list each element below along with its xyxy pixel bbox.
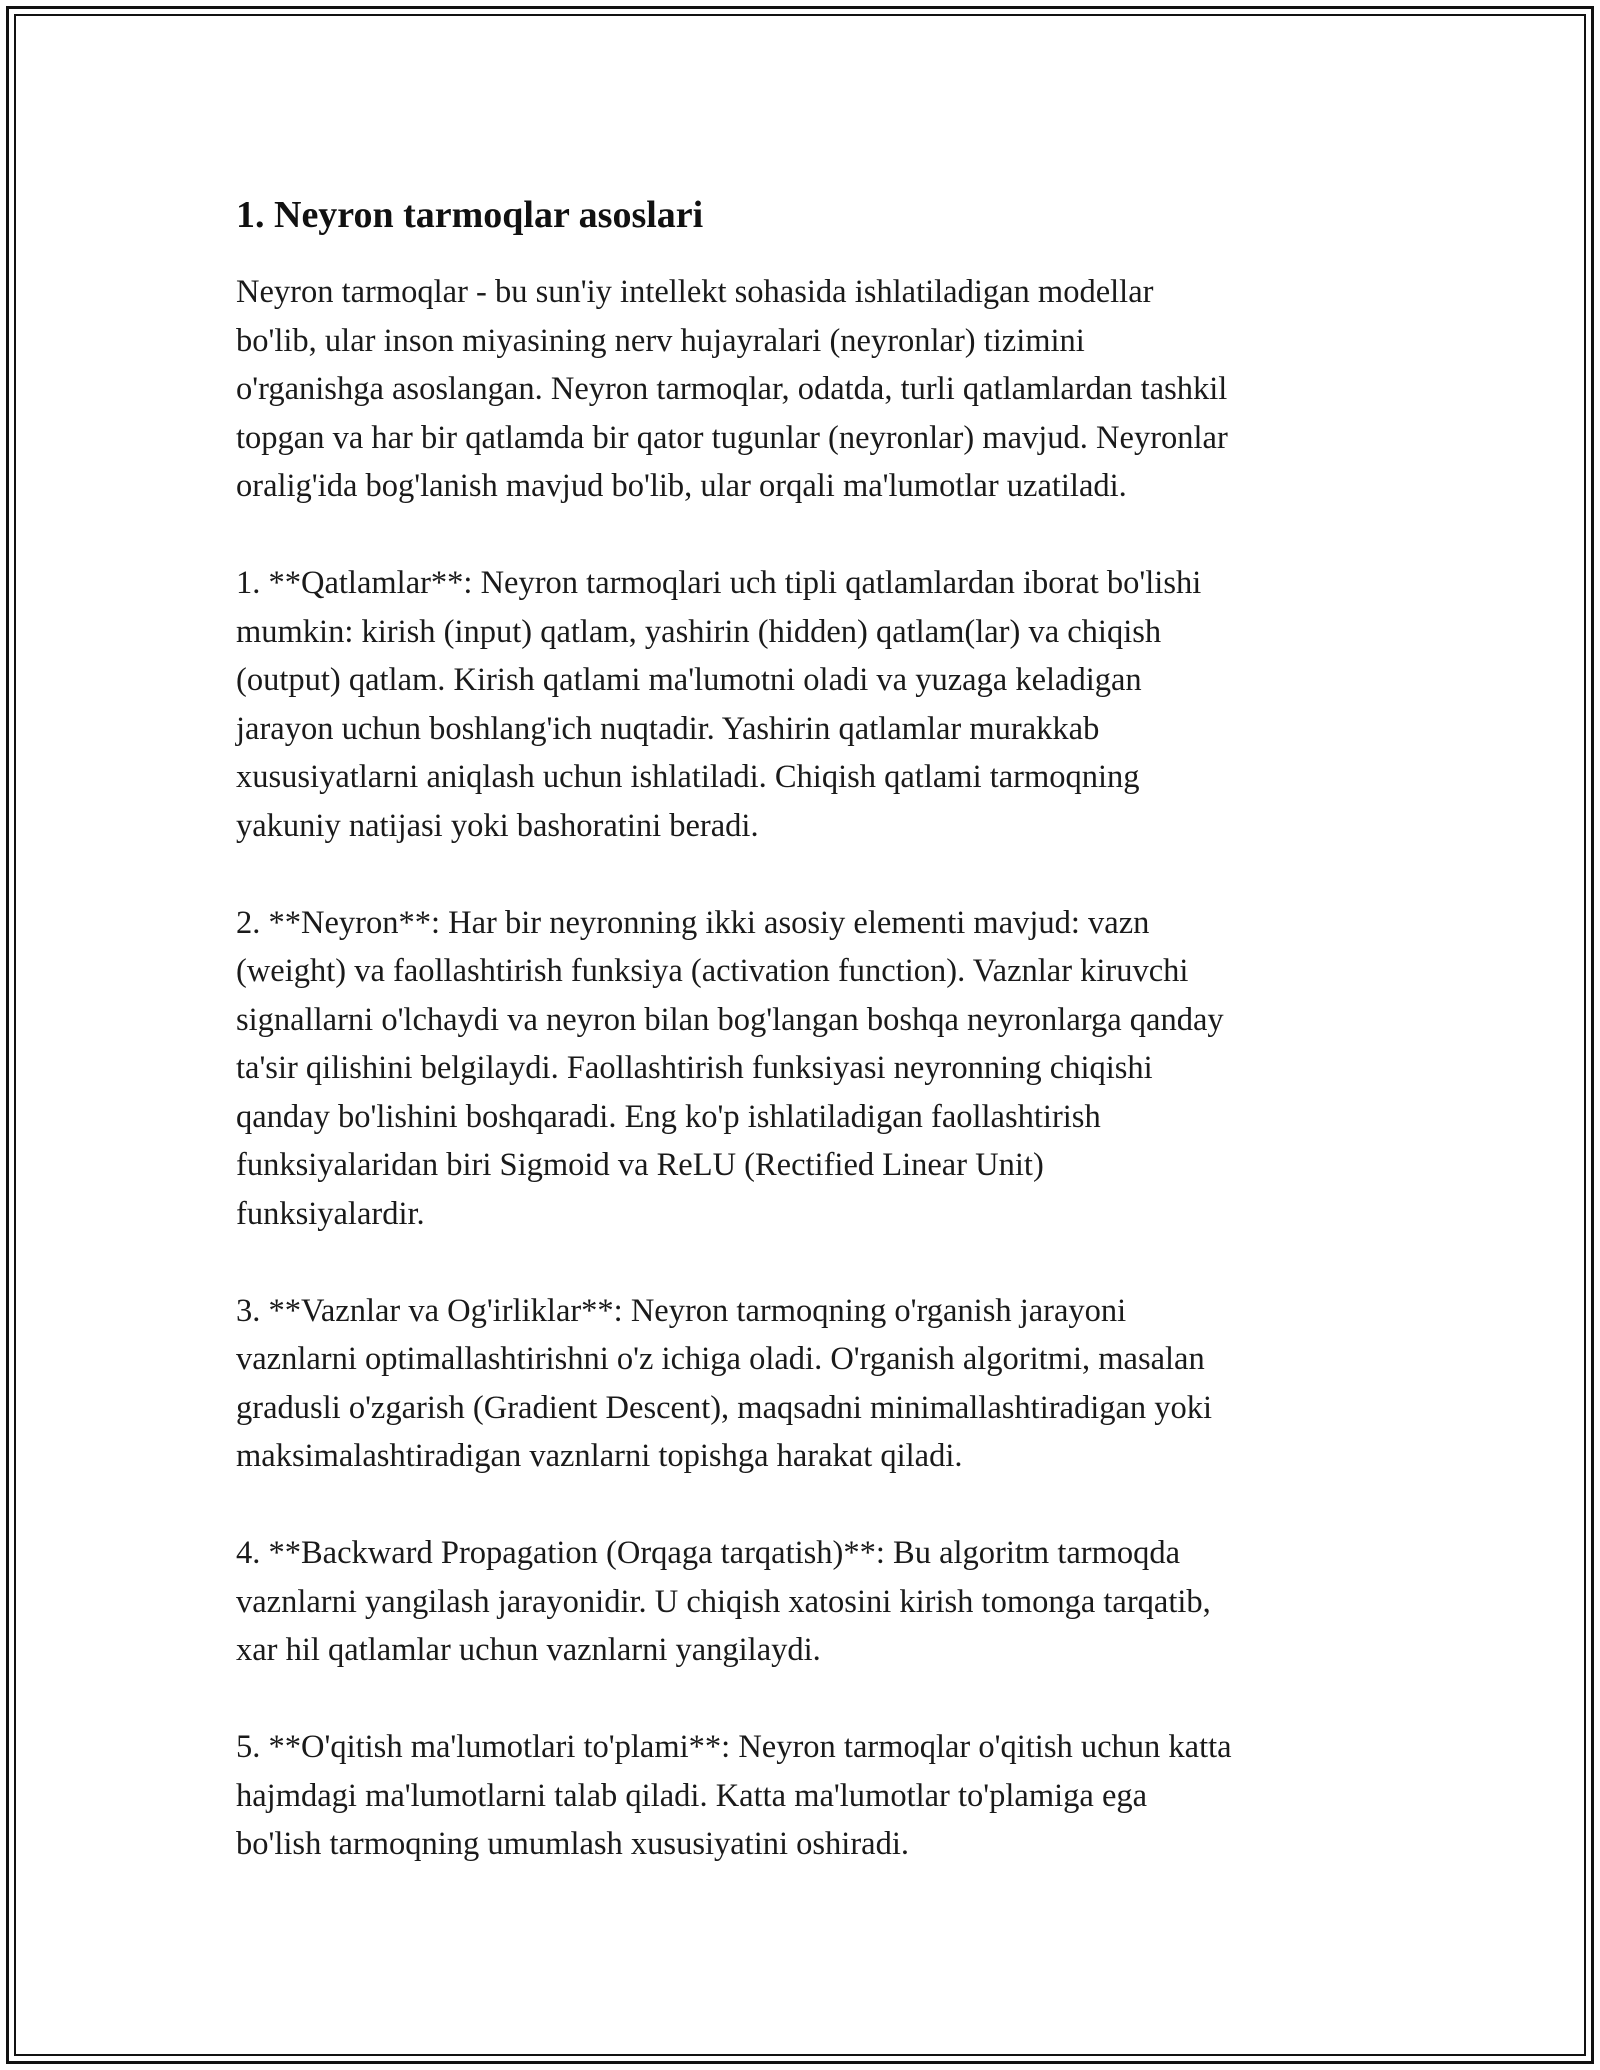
paragraph [236, 899, 1376, 1239]
text-line: 2. **Neyron**: Har bir neyronning ikki asosiy elementi mavjud: vazn [236, 904, 1150, 941]
paragraph-list [236, 268, 1376, 1869]
text-line: vaznlarni optimallashtirishni o'z ichiga oladi. O'rganish algoritmi, masalan [236, 1341, 1205, 1377]
text-line: jarayon uchun boshlang'ich nuqtadir. Yashirin qatlamlar murakkab [236, 710, 1100, 747]
document-body [236, 190, 1376, 1917]
paragraph [236, 1723, 1376, 1869]
text-line: signallarni o'lchaydi va neyron bilan bog'langan boshqa neyronlarga qanday [236, 1001, 1224, 1038]
text-line: ta'sir qilishini belgilaydi. Faollashtirish funksiyasi neyronning chiqishi [236, 1050, 1153, 1086]
text-line: o'rganishga asoslangan. Neyron tarmoqlar, odatda, turli qatlamlardan tashkil [236, 371, 1228, 407]
text-line: 1. **Qatlamlar**: Neyron tarmoqlari uch tipli qatlamlardan iborat bo'lishi [236, 565, 1202, 601]
text-line: bo'lib, ular inson miyasining nerv hujayralari (neyronlar) tizimini [236, 322, 1085, 359]
text-line: maksimalashtiradigan vaznlarni topishga harakat qiladi. [236, 1438, 963, 1474]
text-line: 3. **Vaznlar va Og'irliklar**: Neyron tarmoqning o'rganish jarayoni [236, 1292, 1127, 1329]
text-line: funksiyalaridan biri Sigmoid va ReLU (Rectified Linear Unit) [236, 1147, 1044, 1183]
text-line: yakuniy natijasi yoki bashoratini beradi. [236, 807, 759, 844]
text-line: (weight) va faollashtirish funksiya (activation function). Vaznlar kiruvchi [236, 953, 1189, 989]
text-line: 5. **O'qitish ma'lumotlari to'plami**: Neyron tarmoqlar o'qitish uchun katta [236, 1729, 1232, 1765]
text-line: mumkin: kirish (input) qatlam, yashirin (hidden) qatlam(lar) va chiqish [236, 613, 1162, 650]
paragraph [236, 1529, 1376, 1675]
paragraph [236, 1287, 1376, 1481]
document-title: 1. Neyron tarmoqlar asoslari [236, 194, 704, 236]
text-line: oralig'ida bog'lanish mavjud bo'lib, ular orqali ma'lumotlar uzatiladi. [236, 468, 1127, 504]
text-line: xar hil qatlamlar uchun vaznlarni yangilaydi. [236, 1632, 821, 1668]
text-line: hajmdagi ma'lumotlarni talab qiladi. Katta ma'lumotlar to'plamiga ega [236, 1777, 1148, 1814]
text-line: Neyron tarmoqlar - bu sun'iy intellekt sohasida ishlatiladigan modellar [236, 274, 1154, 310]
text-line: gradusli o'zgarish (Gradient Descent), maqsadni minimallashtiradigan yoki [236, 1389, 1213, 1426]
text-line: vaznlarni yangilash jarayonidir. U chiqish xatosini kirish tomonga tarqatib, [236, 1583, 1211, 1620]
paragraph [236, 559, 1376, 850]
text-line: (output) qatlam. Kirish qatlami ma'lumotni oladi va yuzaga keladigan [236, 662, 1142, 698]
text-line: topgan va har bir qatlamda bir qator tugunlar (neyronlar) mavjud. Neyronlar [236, 419, 1228, 456]
text-line: xususiyatlarni aniqlash uchun ishlatiladi. Chiqish qatlami tarmoqning [236, 759, 1140, 795]
paragraph [236, 268, 1376, 511]
text-line: 4. **Backward Propagation (Orqaga tarqatish)**: Bu algoritm tarmoqda [236, 1535, 1181, 1571]
text-line: qanday bo'lishini boshqaradi. Eng ko'p ishlatiladigan faollashtirish [236, 1098, 1101, 1135]
text-line: funksiyalardir. [236, 1195, 425, 1232]
text-line: bo'lish tarmoqning umumlash xususiyatini oshiradi. [236, 1826, 909, 1862]
